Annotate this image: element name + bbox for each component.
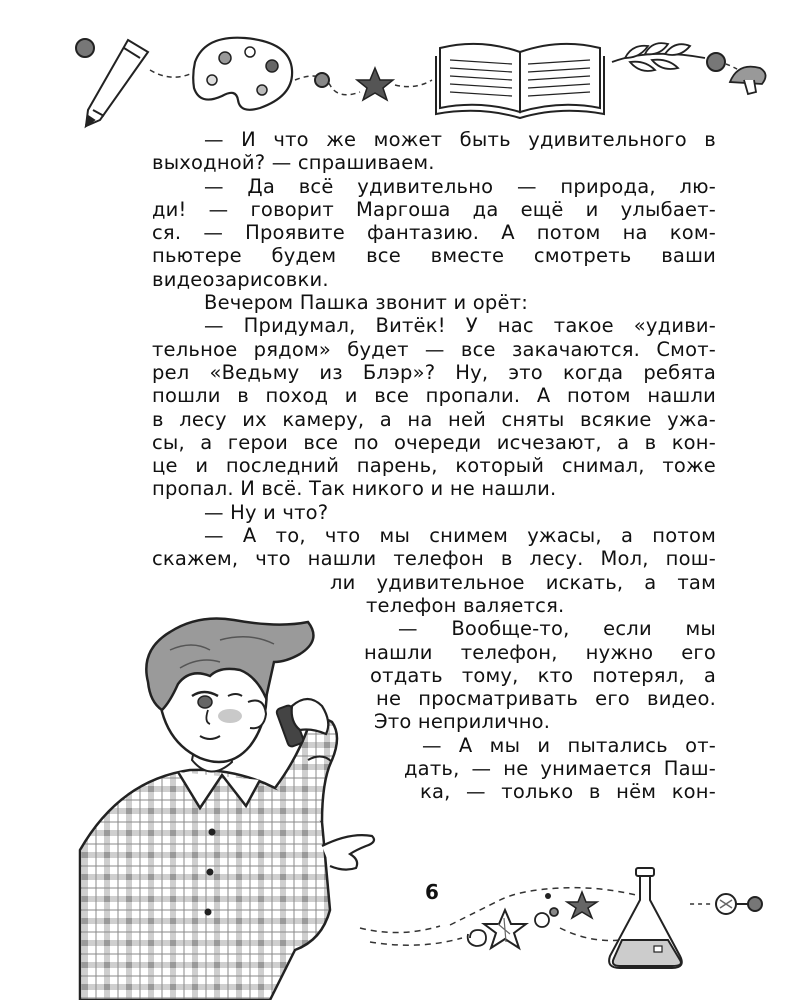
dot-ornament (707, 53, 725, 71)
dot-ornament (76, 39, 94, 57)
leaf-sprig-icon (612, 43, 705, 71)
text-line: сы, а герои все по очереди исчезают, а в кон- (152, 430, 716, 454)
text-line: пропал. И всё. Так никого и не нашли. (152, 477, 557, 501)
text-line: дать, — не унимается Паш- (404, 757, 716, 781)
dashed-line-ornament (150, 70, 190, 77)
star-icon (567, 892, 597, 918)
pencil-icon (86, 40, 148, 126)
text-line: не просматривать его видео. (376, 687, 716, 711)
text-line: в лесу их камеру, а на ней сняты всякие ужа- (152, 407, 716, 431)
dashed-line-ornament (370, 938, 462, 945)
text-line: пошли в поход и все пропали. А потом нашли (152, 384, 716, 408)
text-line: видеозарисовки. (152, 267, 329, 291)
text-line: отдать тому, кто потерял, а (370, 663, 716, 687)
bottom-decoration (0, 860, 800, 1000)
circles-icon (535, 908, 558, 927)
text-line: выходной? — спрашиваем. (152, 151, 435, 175)
text-line: це и последний парень, который снимал, тоже (152, 454, 716, 478)
text-line: — А мы и пытались от- (422, 733, 716, 757)
text-line: Это неприлично. (374, 710, 551, 734)
text-line: ли удивительное искать, а там (330, 570, 716, 594)
text-line: телефон валяется. (366, 593, 565, 617)
dashed-line-ornament (360, 926, 440, 933)
lollipop-icon (716, 894, 736, 914)
text-line: Вечером Пашка звонит и орёт: (204, 291, 528, 315)
text-line: ди! — говорит Маргоша да ещё и улыбает- (152, 197, 716, 221)
text-line: ка, — только в нём кон- (420, 780, 716, 804)
dot-ornament (748, 897, 762, 911)
text-line: — Вообще-то, если мы (398, 617, 716, 641)
text-line: тельное рядом» будет — все закачаются. Смот- (152, 337, 716, 361)
top-decoration (0, 0, 800, 135)
star-icon (357, 68, 393, 100)
text-line: ся. — Проявите фантазию. А потом на ком- (152, 221, 716, 245)
text-line: — Да всё удивительно — природа, лю- (204, 174, 716, 198)
text-line: скажем, что нашли телефон в лесу. Мол, пош- (152, 547, 716, 571)
text-line: рел «Ведьму из Блэр»? Ну, это когда ребята (152, 360, 716, 384)
text-line: — Придумал, Витёк! У нас такое «удиви- (204, 314, 716, 338)
text-line: — А то, что мы снимем ужасы, а потом (204, 524, 716, 548)
open-book-icon (436, 44, 604, 118)
dashed-line-ornament (395, 80, 432, 87)
spiral-icon (468, 930, 486, 946)
palette-icon (193, 38, 292, 110)
mushroom-icon (730, 67, 766, 94)
text-line: пьютере будем все вместе смотреть ваши (152, 244, 716, 268)
text-line: — Ну и что? (204, 500, 329, 524)
flask-icon (609, 868, 682, 968)
dot-ornament (315, 73, 329, 87)
text-line: нашли телефон, нужно его (364, 640, 716, 664)
dot-ornament (545, 893, 551, 899)
page-number: 6 (425, 880, 439, 904)
text-line: — И что же может быть удивительного в (204, 128, 716, 151)
